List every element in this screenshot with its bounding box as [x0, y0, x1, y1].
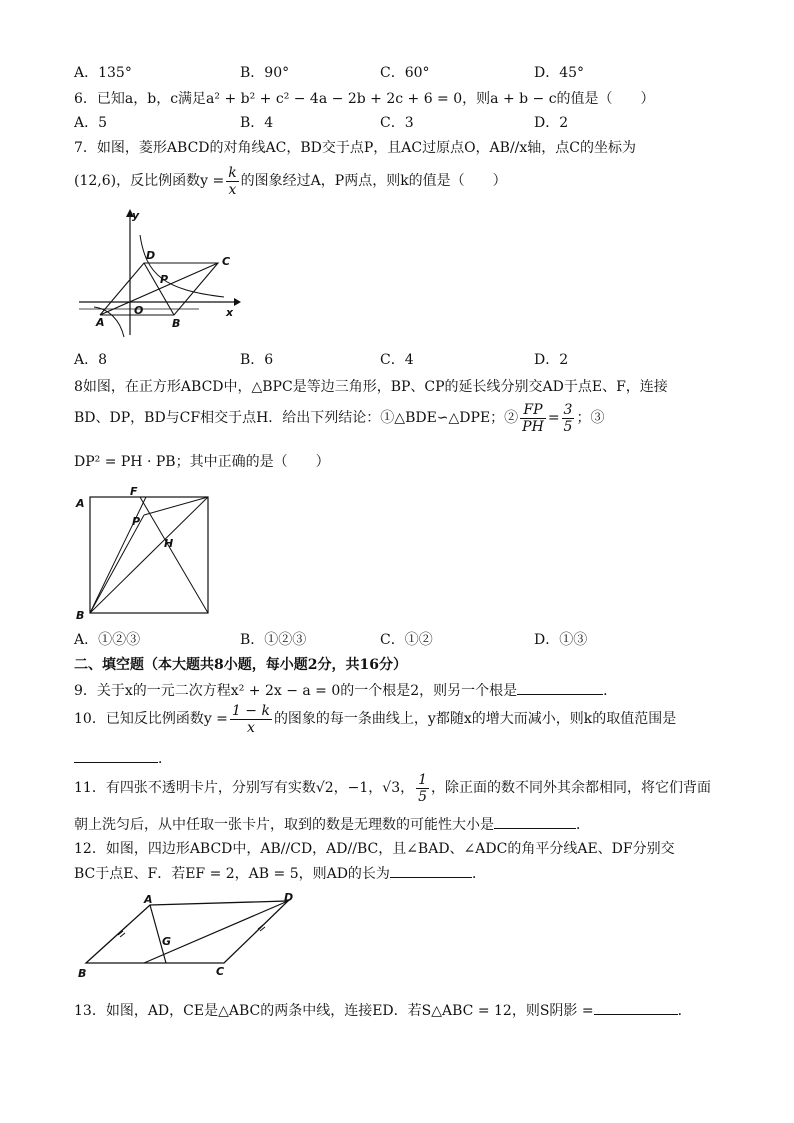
q7-figure	[74, 205, 244, 340]
q9-answer-blank[interactable]	[517, 680, 603, 695]
q9-line	[74, 680, 617, 701]
q12-label-a: A	[144, 893, 153, 906]
q7-option-c: C．4	[380, 352, 414, 368]
q8-label-h: H	[164, 537, 174, 550]
q11-end: ．	[576, 817, 590, 833]
q9-stem: 9．关于x的一元二次方程x² + 2x − a = 0的一个根是2，则另一个根是	[74, 683, 518, 699]
q12-figure	[74, 893, 304, 983]
q12-label-b: B	[78, 967, 87, 980]
q11-answer-blank[interactable]	[494, 814, 576, 829]
q8-fraction	[520, 402, 546, 435]
q8-line2-pre: BD、DP，BD与CF相交于点H．给出下列结论：①△BDE∽△DPE；②	[74, 410, 519, 426]
q13-line	[74, 1000, 692, 1021]
q11-line2-text: 朝上洗匀后，从中任取一张卡片，取到的数是无理数的可能性大小是	[74, 817, 494, 833]
q5-option-a: A．135°	[74, 65, 132, 81]
q10-answer-blank[interactable]	[74, 748, 158, 763]
q10-end: ．	[158, 751, 172, 767]
q8-eq: =	[547, 410, 560, 426]
q7-frac-den: x	[228, 181, 237, 198]
q8-label-p: P	[132, 515, 141, 528]
q12-line2-text: BC于点E、F．若EF = 2，AB = 5，则AD的长为	[74, 866, 390, 882]
q7-line2	[74, 163, 507, 199]
q7-frac-num: k	[228, 164, 237, 181]
q11-frac-num: 1	[418, 771, 428, 788]
q6-stem: 6．已知a，b，c满足a² + b² + c² − 4a − 2b + 2c + 6 = 0，则a + b − c的值是（ ）	[74, 91, 655, 107]
q6-option-b: B．4	[240, 115, 274, 131]
q7-label-p: P	[160, 273, 169, 286]
q8-frac-num: FP	[520, 402, 546, 419]
section2-heading: 二、填空题（本大题共8小题，每小题2分，共16分）	[74, 657, 407, 673]
q10-frac-den: x	[246, 719, 255, 736]
q11-frac-den: 5	[418, 788, 428, 805]
q7-label-c: C	[222, 255, 231, 268]
q7-fraction	[226, 165, 238, 198]
q8-option-c: C．①②	[380, 632, 433, 648]
q6-option-a: A．5	[74, 115, 108, 131]
q7-line2-post: 的图象经过A，P两点，则k的值是（ ）	[240, 173, 507, 189]
q11-post: ，除正面的数不同外其余都相同，将它们背面	[431, 780, 712, 796]
q11-line1	[74, 770, 711, 806]
q11-fraction	[416, 772, 429, 805]
q8-frac2-num: 3	[563, 401, 573, 418]
q8-option-d: D．①③	[534, 632, 588, 648]
q12-label-g: G	[162, 935, 172, 948]
q8-line3: DP² = PH · PB；其中正确的是（ ）	[74, 454, 330, 470]
q8-label-a: A	[76, 497, 85, 510]
q5-option-b: B．90°	[240, 65, 290, 81]
q8-line1: 8如图，在正方形ABCD中，△BPC是等边三角形，BP、CP的延长线分别交AD于点E、F，连接	[74, 379, 668, 395]
q7-option-b: B．6	[240, 352, 274, 368]
q10-fraction	[230, 703, 272, 736]
q8-option-b: B．①②③	[240, 632, 307, 648]
q10-line2	[74, 748, 172, 769]
q13-stem: 13．如图，AD，CE是△ABC的两条中线，连接ED．若S△ABC = 12，则S阴影 =	[74, 1003, 594, 1019]
q5-option-d: D．45°	[534, 65, 585, 81]
q8-frac2-den: 5	[563, 418, 573, 435]
q12-label-c: C	[216, 965, 225, 978]
q5-option-c: C．60°	[380, 65, 430, 81]
q13-end: ．	[677, 1003, 692, 1019]
q13-answer-blank[interactable]	[594, 1000, 678, 1015]
q10-pre: 10．已知反比例函数y =	[74, 711, 228, 727]
q12-line1: 12．如图，四边形ABCD中，AB//CD，AD//BC，且∠BAD、∠ADC的角平分线AE、DF分别交	[74, 841, 675, 857]
q7-line1: 7．如图，菱形ABCD的对角线AC，BD交于点P，且AC过原点O，AB//x轴，点C的坐标为	[74, 140, 636, 156]
q8-frac-den: PH	[522, 418, 544, 435]
q9-end: ．	[603, 683, 618, 699]
q7-label-y: y	[132, 209, 140, 222]
q8-figure	[74, 485, 224, 620]
q7-label-b: B	[172, 317, 181, 330]
q6-option-d: D．2	[534, 115, 569, 131]
q10-frac-num: 1 − k	[231, 702, 270, 719]
q7-label-d: D	[146, 249, 156, 262]
q8-line2-post: ；③	[576, 410, 605, 426]
q10-line1	[74, 701, 676, 737]
q12-label-d: D	[284, 891, 294, 904]
q11-line2	[74, 814, 590, 835]
q8-label-b: B	[76, 609, 85, 622]
q7-label-a: A	[96, 316, 105, 329]
q8-line2	[74, 400, 604, 436]
q8-fraction2	[562, 402, 575, 435]
q8-option-a: A．①②③	[74, 632, 141, 648]
q7-line2-pre: (12,6)，反比例函数y =	[74, 173, 225, 189]
q6-option-c: C．3	[380, 115, 414, 131]
q12-answer-blank[interactable]	[390, 863, 472, 878]
q7-label-x: x	[226, 306, 234, 319]
q7-option-a: A．8	[74, 352, 108, 368]
q11-pre: 11．有四张不透明卡片，分别写有实数√2，−1，√3，	[74, 780, 415, 796]
q12-end: ．	[471, 866, 486, 882]
q8-label-f: F	[130, 485, 138, 498]
q10-post: 的图象的每一条曲线上，y都随x的增大而减小，则k的取值范围是	[273, 711, 677, 727]
q12-line2	[74, 863, 486, 884]
q7-option-d: D．2	[534, 352, 569, 368]
q7-label-o: O	[134, 304, 144, 317]
